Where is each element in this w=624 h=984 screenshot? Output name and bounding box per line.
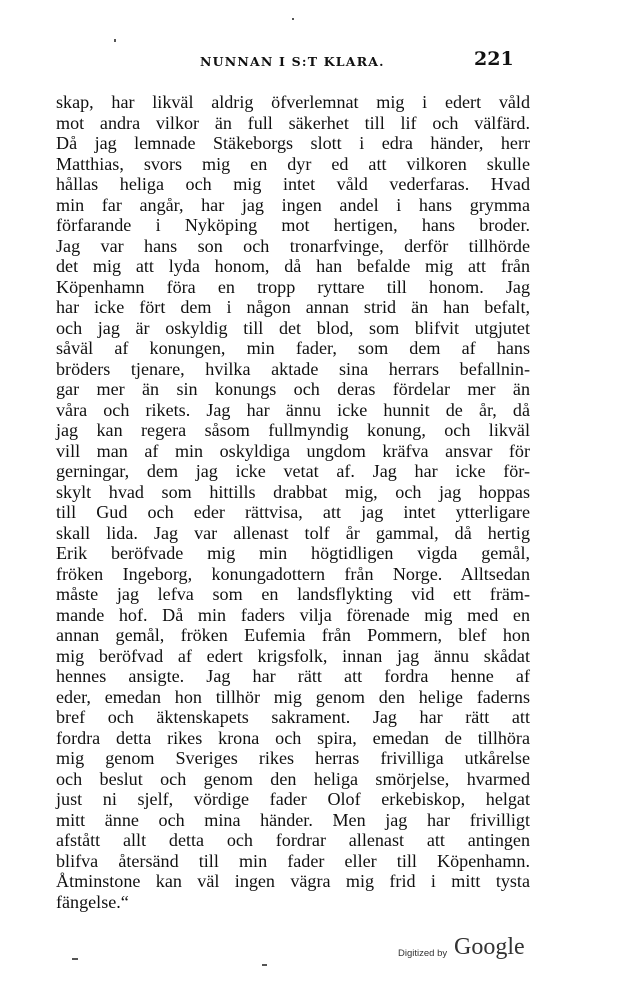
text-line: Erik beröfvade mig min högtidligen vigda gemål, bbox=[56, 543, 530, 563]
speck-mark bbox=[262, 964, 267, 966]
text-line: det mig att lyda honom, då han befalde mig att från bbox=[56, 256, 530, 276]
text-line: mig beröfvad af edert krigsfolk, innan jag ännu skådat bbox=[56, 645, 530, 666]
text-line: blifva återsänd till min fader eller till Köpenhamn. bbox=[56, 850, 530, 871]
text-line: såväl af konungen, min fader, som dem af hans bbox=[56, 338, 530, 358]
text-line: vill man af min oskyldiga ungdom kräfva ansvar för bbox=[56, 440, 530, 461]
text-line: mot andra vilkor än full säkerhet till lif och välfärd. bbox=[56, 112, 530, 133]
text-line: annan gemål, fröken Eufemia från Pommern, blef hon bbox=[56, 625, 530, 645]
text-line: gerningar, dem jag icke vetat af. Jag har icke för- bbox=[56, 461, 530, 481]
text-line: och beslut och genom den heliga smörjelse, hvarmed bbox=[56, 768, 530, 789]
text-line: fordra detta rikes krona och spira, emedan de tillhöra bbox=[56, 727, 530, 748]
speck-mark bbox=[292, 18, 294, 20]
text-line: mitt änne och mina händer. Men jag har frivilligt bbox=[56, 809, 530, 830]
text-line: fängelse.“ bbox=[56, 891, 129, 912]
text-line: gar mer än sin konungs och deras fördelar mer än bbox=[56, 379, 530, 399]
text-line: afstått allt detta och fordrar allenast att antingen bbox=[56, 830, 530, 850]
text-line: Köpenhamn föra en tropp ryttare till honom. Jag bbox=[56, 276, 530, 297]
text-line: skylt hvad som hittills drabbat mig, och jag hoppas bbox=[56, 481, 530, 502]
speck-mark bbox=[114, 39, 116, 42]
text-line: hållas heliga och mig intet våld vederfaras. Hvad bbox=[56, 174, 530, 194]
page-number: 221 bbox=[474, 48, 514, 70]
text-line: till Gud och eder rättvisa, att jag intet ytterligare bbox=[56, 502, 530, 522]
text-line: Åtminstone kan väl ingen vägra mig frid i mitt tysta bbox=[56, 871, 530, 891]
text-line: måste jag lefva som en landsflykting vid ett främ- bbox=[56, 584, 530, 604]
text-line: fröken Ingeborg, konungadottern från Norge. Alltsedan bbox=[56, 563, 530, 584]
digitized-by-google-watermark bbox=[398, 934, 538, 964]
google-logo: Google bbox=[454, 934, 525, 960]
text-line: har icke fört dem i någon annan strid än han befalt, bbox=[56, 297, 530, 317]
running-title: NUNNAN I S:T KLARA. bbox=[200, 54, 385, 69]
text-line: eder, emedan hon tillhör mig genom den helige faderns bbox=[56, 686, 530, 707]
text-line: mande hof. Då min faders vilja förenade mig med en bbox=[56, 604, 530, 625]
page-header bbox=[0, 48, 624, 78]
text-line: min far angår, har jag ingen andel i hans grymma bbox=[56, 194, 530, 215]
body-text bbox=[56, 92, 530, 912]
text-line: skap, har likväl aldrig öfverlemnat mig i edert våld bbox=[56, 92, 530, 112]
digitized-by-label: Digitized by bbox=[398, 948, 448, 959]
text-line: våra och rikets. Jag har ännu icke hunnit de år, då bbox=[56, 399, 530, 420]
text-line: Då jag lemnade Stäkeborgs slott i edra händer, herr bbox=[56, 133, 530, 153]
text-line: skall lida. Jag var allenast tolf år gammal, då hertig bbox=[56, 522, 530, 543]
text-line: jag kan regera såsom fullmyndig konung, och likväl bbox=[56, 420, 530, 440]
text-line: mig genom Sveriges rikes herras frivilliga utkårelse bbox=[56, 748, 530, 768]
text-line: Matthias, svors mig en dyr ed att vilkoren skulle bbox=[56, 153, 530, 174]
text-line: hennes ansigte. Jag har rätt att fordra henne af bbox=[56, 666, 530, 686]
text-line: Jag var hans son och tronarfvinge, derför tillhörde bbox=[56, 235, 530, 256]
text-line: just ni sjelf, vördige fader Olof erkebiskop, helgat bbox=[56, 789, 530, 809]
text-line: och jag är oskyldig till det blod, som blifvit utgjutet bbox=[56, 317, 530, 338]
text-line: bref och äktenskapets sakrament. Jag har rätt att bbox=[56, 707, 530, 727]
text-line: bröders tjenare, hvilka aktade sina herrars befallnin- bbox=[56, 358, 530, 379]
text-line: förfarande i Nyköping mot hertigen, hans broder. bbox=[56, 215, 530, 235]
speck-mark bbox=[72, 958, 78, 960]
